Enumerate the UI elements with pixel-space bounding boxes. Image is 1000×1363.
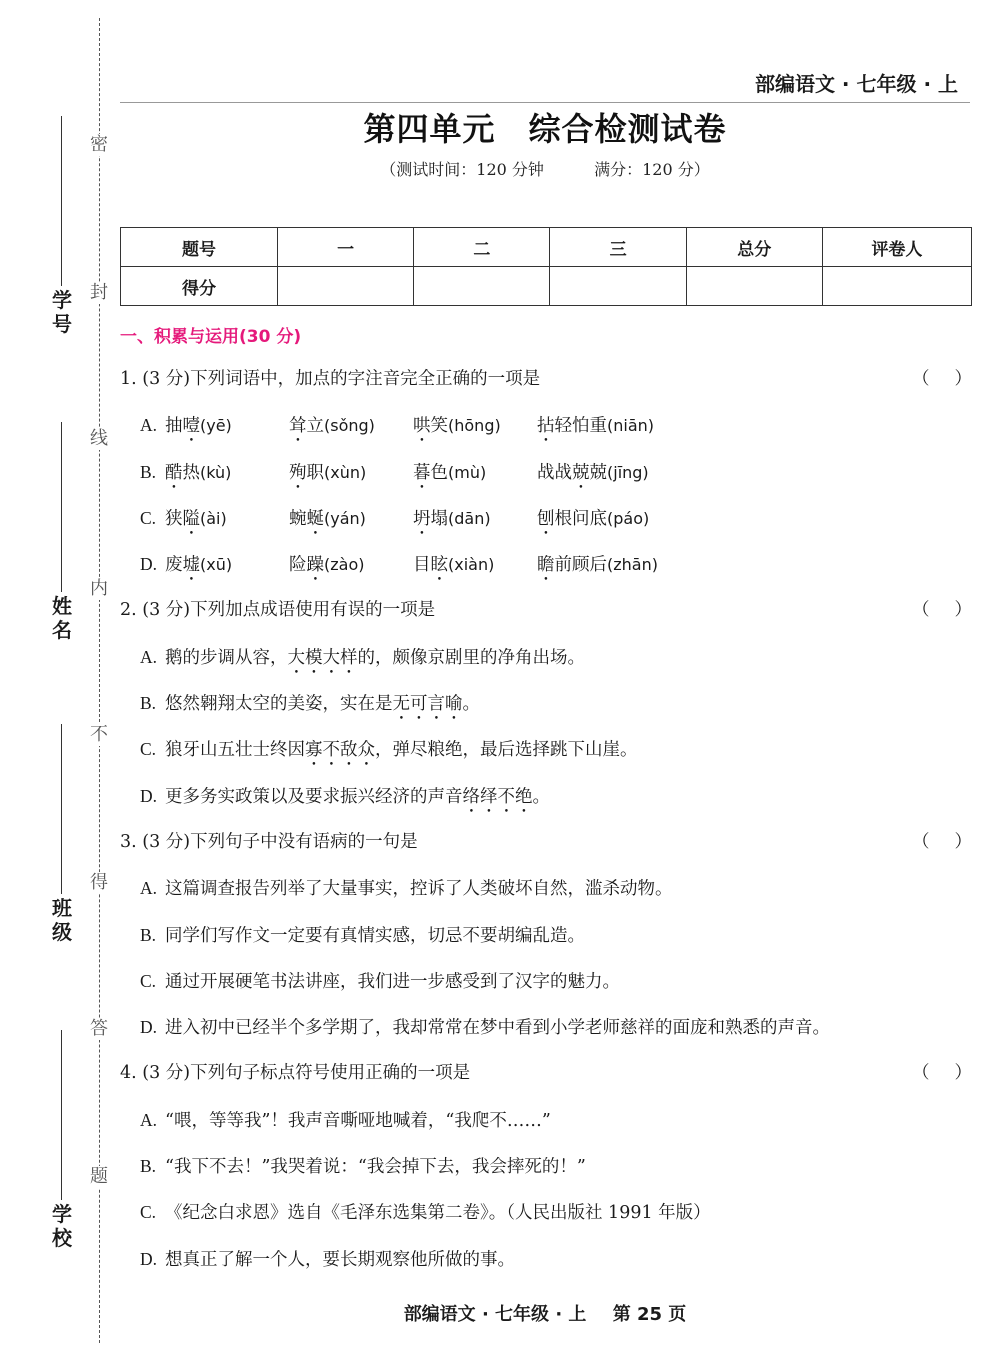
option-text: “我下不去！”我哭着说：“我会掉下去，我会摔死的！” <box>165 1157 586 1178</box>
binding-dashed-line <box>99 18 100 1343</box>
series-title: 部编语文 · 七年级 · 上 <box>754 72 958 96</box>
score-cell[interactable] <box>822 267 971 306</box>
answer-blank[interactable] <box>912 1050 972 1096</box>
question-4-option-d[interactable] <box>120 1236 972 1282</box>
answer-blank[interactable] <box>912 356 972 402</box>
question-2-option-a[interactable] <box>120 634 972 680</box>
option-text: ，弹尽粮绝，最后选择跳下山崖。 <box>375 740 638 761</box>
question-4-option-c[interactable] <box>120 1189 972 1235</box>
option-letter: A. <box>140 646 158 667</box>
score-table-header: 总分 <box>686 228 822 267</box>
student-id-line <box>61 116 62 286</box>
question-1-option-c[interactable] <box>120 495 972 541</box>
option-letter: C. <box>140 1202 157 1223</box>
question-4-text: 4. (3 分)下列句子标点符号使用正确的一项是 <box>120 1063 471 1084</box>
option-text: 这篇调查报告列举了大量事实，控诉了人类破坏自然，滥杀动物。 <box>165 879 673 900</box>
footer-series: 部编语文 · 七年级 · 上 <box>403 1304 587 1325</box>
question-4-option-b[interactable] <box>120 1143 972 1189</box>
score-cell[interactable] <box>414 267 550 306</box>
class-label: 班级 <box>52 896 72 944</box>
score-table <box>120 227 972 306</box>
option-text: 《纪念白求恩》选自《毛泽东选集第二卷》。（人民出版社 1991 年版） <box>165 1203 711 1224</box>
seal-char-2: 封 <box>90 282 108 303</box>
question-1-stem <box>120 356 972 402</box>
score-table-header: 二 <box>414 228 550 267</box>
class-line <box>61 724 62 894</box>
word-item: 暮色(mù) <box>413 462 487 483</box>
question-3-option-c[interactable] <box>120 958 972 1004</box>
dotted-idiom: 络绎不绝 <box>462 786 533 807</box>
seal-char-5: 不 <box>90 724 108 745</box>
word-item: 战战兢兢(jīng) <box>537 462 649 483</box>
seal-char-1: 密 <box>90 134 108 155</box>
score-table-header: 题号 <box>121 228 278 267</box>
word-item: 废墟(xū) <box>165 555 233 576</box>
option-text: 。 <box>462 694 480 715</box>
option-letter: D. <box>140 785 158 806</box>
seal-char-3: 线 <box>90 428 108 449</box>
seal-char-6: 得 <box>90 872 108 893</box>
question-3-text: 3. (3 分)下列句子中没有语病的一句是 <box>120 831 418 852</box>
school-label: 学校 <box>52 1202 72 1250</box>
paren-open: （ <box>912 600 930 621</box>
score-row-label: 得分 <box>121 267 278 306</box>
question-1-option-a[interactable] <box>120 402 972 448</box>
option-letter: B. <box>140 693 157 714</box>
word-item: 狭隘(ài) <box>165 508 227 529</box>
word-item: 险躁(zào) <box>289 555 365 576</box>
class-field[interactable] <box>50 724 74 954</box>
word-item: 蜿蜒(yán) <box>289 508 366 529</box>
option-text: 鹅的步调从容， <box>165 647 288 668</box>
section-title: 一、积累与运用(30 分) <box>120 327 302 347</box>
answer-blank[interactable] <box>912 587 972 633</box>
word-item: 哄笑(hōng) <box>413 416 501 437</box>
word-item: 耸立(sǒng) <box>289 416 375 437</box>
question-1-option-b[interactable] <box>120 449 972 495</box>
paren-open: （ <box>912 1063 930 1084</box>
question-2-option-d[interactable] <box>120 773 972 819</box>
option-text: 。 <box>532 786 550 807</box>
option-letter: A. <box>140 1109 158 1130</box>
student-id-field[interactable] <box>50 116 74 346</box>
option-text: “喂，等等我”！我声音嘶哑地喊着，“我爬不……” <box>165 1110 551 1131</box>
student-name-line <box>61 422 62 592</box>
option-letter: C. <box>140 970 157 991</box>
question-2-text: 2. (3 分)下列加点成语使用有误的一项是 <box>120 600 436 621</box>
option-text: 的，颇像京剧里的净角出场。 <box>357 647 585 668</box>
score-table-score-row <box>121 267 972 306</box>
option-letter: A. <box>140 878 158 899</box>
school-line <box>61 1030 62 1200</box>
exam-full-score: 满分：120 分） <box>594 160 710 179</box>
page-footer <box>120 1300 970 1326</box>
exam-info <box>120 157 970 180</box>
option-letter: B. <box>140 1156 157 1177</box>
score-table-header-row <box>121 228 972 267</box>
score-cell[interactable] <box>278 267 414 306</box>
score-table-header: 评卷人 <box>822 228 971 267</box>
option-text: 想真正了解一个人，要长期观察他所做的事。 <box>165 1249 515 1270</box>
question-2-option-c[interactable] <box>120 726 972 772</box>
option-letter: B. <box>140 461 157 482</box>
dotted-idiom: 无可言喻 <box>392 694 463 715</box>
paren-close: ） <box>954 600 972 621</box>
word-item: 目眩(xiàn) <box>413 555 495 576</box>
option-letter: C. <box>140 739 157 760</box>
exam-time: （测试时间：120 分钟 <box>380 160 544 179</box>
dotted-idiom: 大模大样 <box>287 647 358 668</box>
option-letter: C. <box>140 507 157 528</box>
score-cell[interactable] <box>550 267 686 306</box>
school-field[interactable] <box>50 1030 74 1260</box>
option-letter: D. <box>140 1248 158 1269</box>
option-text: 更多务实政策以及要求振兴经济的声音 <box>165 786 463 807</box>
option-text: 悠然翱翔太空的美姿，实在是 <box>165 694 393 715</box>
question-1-option-d[interactable] <box>120 541 972 587</box>
student-name-label: 姓名 <box>52 594 72 642</box>
word-item: 酷热(kù) <box>165 462 232 483</box>
page-number: 第 25 页 <box>612 1304 687 1325</box>
option-letter: D. <box>140 554 158 575</box>
score-table-header: 一 <box>278 228 414 267</box>
seal-char-4: 内 <box>90 578 108 599</box>
student-id-label: 学号 <box>52 288 72 336</box>
seal-char-8: 题 <box>90 1166 108 1187</box>
header-rule <box>120 102 970 103</box>
word-item: 殉职(xùn) <box>289 462 367 483</box>
paren-close: ） <box>954 369 972 389</box>
question-2-stem <box>120 587 972 633</box>
word-item: 拈轻怕重(niān) <box>537 416 655 437</box>
question-3-option-b[interactable] <box>120 912 972 958</box>
option-letter: A. <box>140 415 158 436</box>
score-cell[interactable] <box>686 267 822 306</box>
question-4-option-a[interactable] <box>120 1097 972 1143</box>
paren-open: （ <box>912 831 930 852</box>
paren-close: ） <box>954 1063 972 1084</box>
question-3-option-a[interactable] <box>120 865 972 911</box>
exam-content <box>120 318 972 1282</box>
paren-open: （ <box>912 369 930 389</box>
option-text: 狼牙山五壮士终因 <box>165 740 305 761</box>
dotted-idiom: 寡不敌众 <box>305 740 375 761</box>
paren-close: ） <box>954 831 972 852</box>
word-item: 坍塌(dān) <box>413 508 491 529</box>
question-3-option-d[interactable] <box>120 1004 972 1050</box>
option-letter: D. <box>140 1017 158 1038</box>
question-3-stem <box>120 819 972 865</box>
option-text: 通过开展硬笔书法讲座，我们进一步感受到了汉字的魅力。 <box>165 971 620 992</box>
question-1-text: 1. (3 分)下列词语中，加点的字注音完全正确的一项是 <box>120 369 541 389</box>
word-item: 刨根问底(páo) <box>537 508 650 529</box>
option-text: 同学们写作文一定要有真情实感，切忌不要胡编乱造。 <box>165 925 585 946</box>
score-table-header: 三 <box>550 228 686 267</box>
word-item: 瞻前顾后(zhān) <box>537 555 658 576</box>
question-2-option-b[interactable] <box>120 680 972 726</box>
page-title: 第四单元 综合检测试卷 <box>363 110 727 148</box>
word-item: 抽噎(yē) <box>165 416 232 437</box>
option-letter: B. <box>140 924 157 945</box>
seal-char-7: 答 <box>90 1018 108 1039</box>
answer-blank[interactable] <box>912 819 972 865</box>
option-text: 进入初中已经半个多学期了，我却常常在梦中看到小学老师慈祥的面庞和熟悉的声音。 <box>165 1018 830 1039</box>
question-4-stem <box>120 1050 972 1096</box>
student-name-field[interactable] <box>50 422 74 652</box>
